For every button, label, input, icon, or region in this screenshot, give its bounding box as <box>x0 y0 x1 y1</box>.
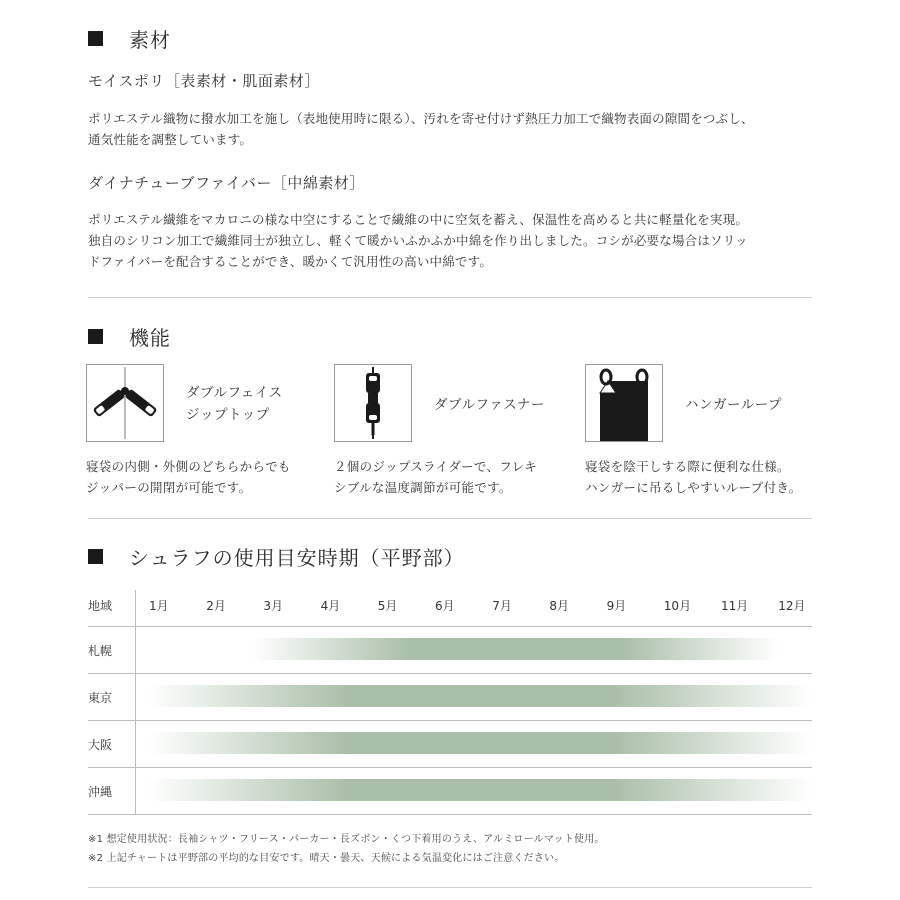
square-bullet-icon <box>88 31 103 46</box>
section-divider <box>88 887 812 888</box>
chart-row-divider <box>88 767 812 768</box>
feature-description-line: 寝袋を陰干しする際に便利な仕様。 <box>585 459 790 474</box>
material-heading-text: 素材 <box>129 28 171 52</box>
region-label: 札幌 <box>88 644 113 658</box>
features-heading <box>88 322 171 351</box>
month-header-10: 10月 <box>663 599 692 613</box>
fill-material-line: 独自のシリコン加工で繊維同士が独立し、軽くて暖かいふかふか中綿を作り出しました。コシが必要な場合はソリッ <box>88 233 748 248</box>
feature-label-line: ハンガーループ <box>685 397 783 413</box>
feature-description-line: 寝袋の内側・外側のどちらからでも <box>86 459 291 474</box>
fill-material-title: ダイナチューブファイバー［中綿素材］ <box>88 174 365 192</box>
fill-material-line: ポリエステル繊維をマカロニの様な中空にすることで繊維の中に空気を蓄え、保温性を高めると共に軽量化を実現。 <box>88 212 749 227</box>
month-header-5: 5月 <box>377 599 398 613</box>
season-heading <box>88 542 465 571</box>
month-header-9: 9月 <box>606 599 627 613</box>
chart-vertical-divider <box>135 590 136 814</box>
hanger-loop-icon <box>585 364 663 442</box>
section-divider <box>88 518 812 519</box>
region-label: 沖縄 <box>88 785 113 799</box>
month-header-11: 11月 <box>721 599 749 613</box>
chart-row-divider <box>88 720 812 721</box>
chart-row-divider <box>88 626 812 627</box>
region-label: 東京 <box>88 691 113 705</box>
square-bullet-icon <box>88 549 103 564</box>
chart-row-divider <box>88 673 812 674</box>
season-heading-text: シュラフの使用目安時期（平野部） <box>129 546 465 570</box>
fill-material-description <box>88 209 818 272</box>
feature-description <box>334 456 537 498</box>
double-face-zip-icon <box>86 364 164 442</box>
feature-description-line: ハンガーに吊るしやすいループ付き。 <box>585 480 802 495</box>
feature-label-line: ダブルファスナー <box>434 397 545 413</box>
region-column-header: 地域 <box>88 599 113 613</box>
footnote-1: ※1 想定使用状況：長袖シャツ・フリース・パーカー・長ズボン・くつ下着用のうえ、アルミロールマット使用。 <box>88 834 605 845</box>
feature-label <box>186 382 283 426</box>
season-bar-札幌 <box>252 638 779 660</box>
month-header-7: 7月 <box>492 599 512 613</box>
feature-label-line: ダブルフェイス <box>186 385 283 401</box>
feature-description-line: ２個のジップスライダーで、フレキ <box>334 459 538 474</box>
month-header-8: 8月 <box>549 599 570 613</box>
footnote-2: ※2 上記チャートは平野部の平均的な目安です。晴天・曇天、天候による気温変化にはご注意ください。 <box>88 853 565 864</box>
region-label: 大阪 <box>88 738 113 752</box>
square-bullet-icon <box>88 329 103 344</box>
month-header-12: 12月 <box>778 599 806 613</box>
outer-material-line: ポリエステル織物に撥水加工を施し（表地使用時に限る）、汚れを寄せ付けず熱圧力加工で織物表面の隙間をつぶし、 <box>88 111 754 126</box>
season-bar-東京 <box>149 685 812 707</box>
feature-label <box>434 394 545 416</box>
feature-description-line: シブルな温度調節が可能です。 <box>334 480 512 495</box>
feature-description-line: ジッパーの開閉が可能です。 <box>86 480 252 495</box>
outer-material-line: 通気性能を調整しています。 <box>88 132 253 147</box>
outer-material-title: モイスポリ［表素材・肌面素材］ <box>88 72 320 90</box>
feature-description <box>585 456 801 498</box>
month-header-2: 2月 <box>206 599 226 613</box>
season-bar-大阪 <box>149 732 812 754</box>
section-divider <box>88 297 812 298</box>
fill-material-line: ドファイバーを配合することができ、暖かくて汎用性の高い中綿です。 <box>88 254 493 269</box>
month-header-4: 4月 <box>320 599 341 613</box>
chart-row-divider <box>88 814 812 815</box>
month-header-3: 3月 <box>263 599 284 613</box>
feature-description <box>86 456 291 498</box>
double-fastener-icon <box>334 364 412 442</box>
feature-label <box>685 394 782 416</box>
month-header-6: 6月 <box>435 599 455 613</box>
features-heading-text: 機能 <box>129 326 171 350</box>
material-heading <box>88 24 171 53</box>
outer-material-description <box>88 108 818 150</box>
season-bar-沖縄 <box>149 779 812 801</box>
month-header-1: 1月 <box>149 599 169 613</box>
feature-label-line: ジップトップ <box>186 407 270 423</box>
